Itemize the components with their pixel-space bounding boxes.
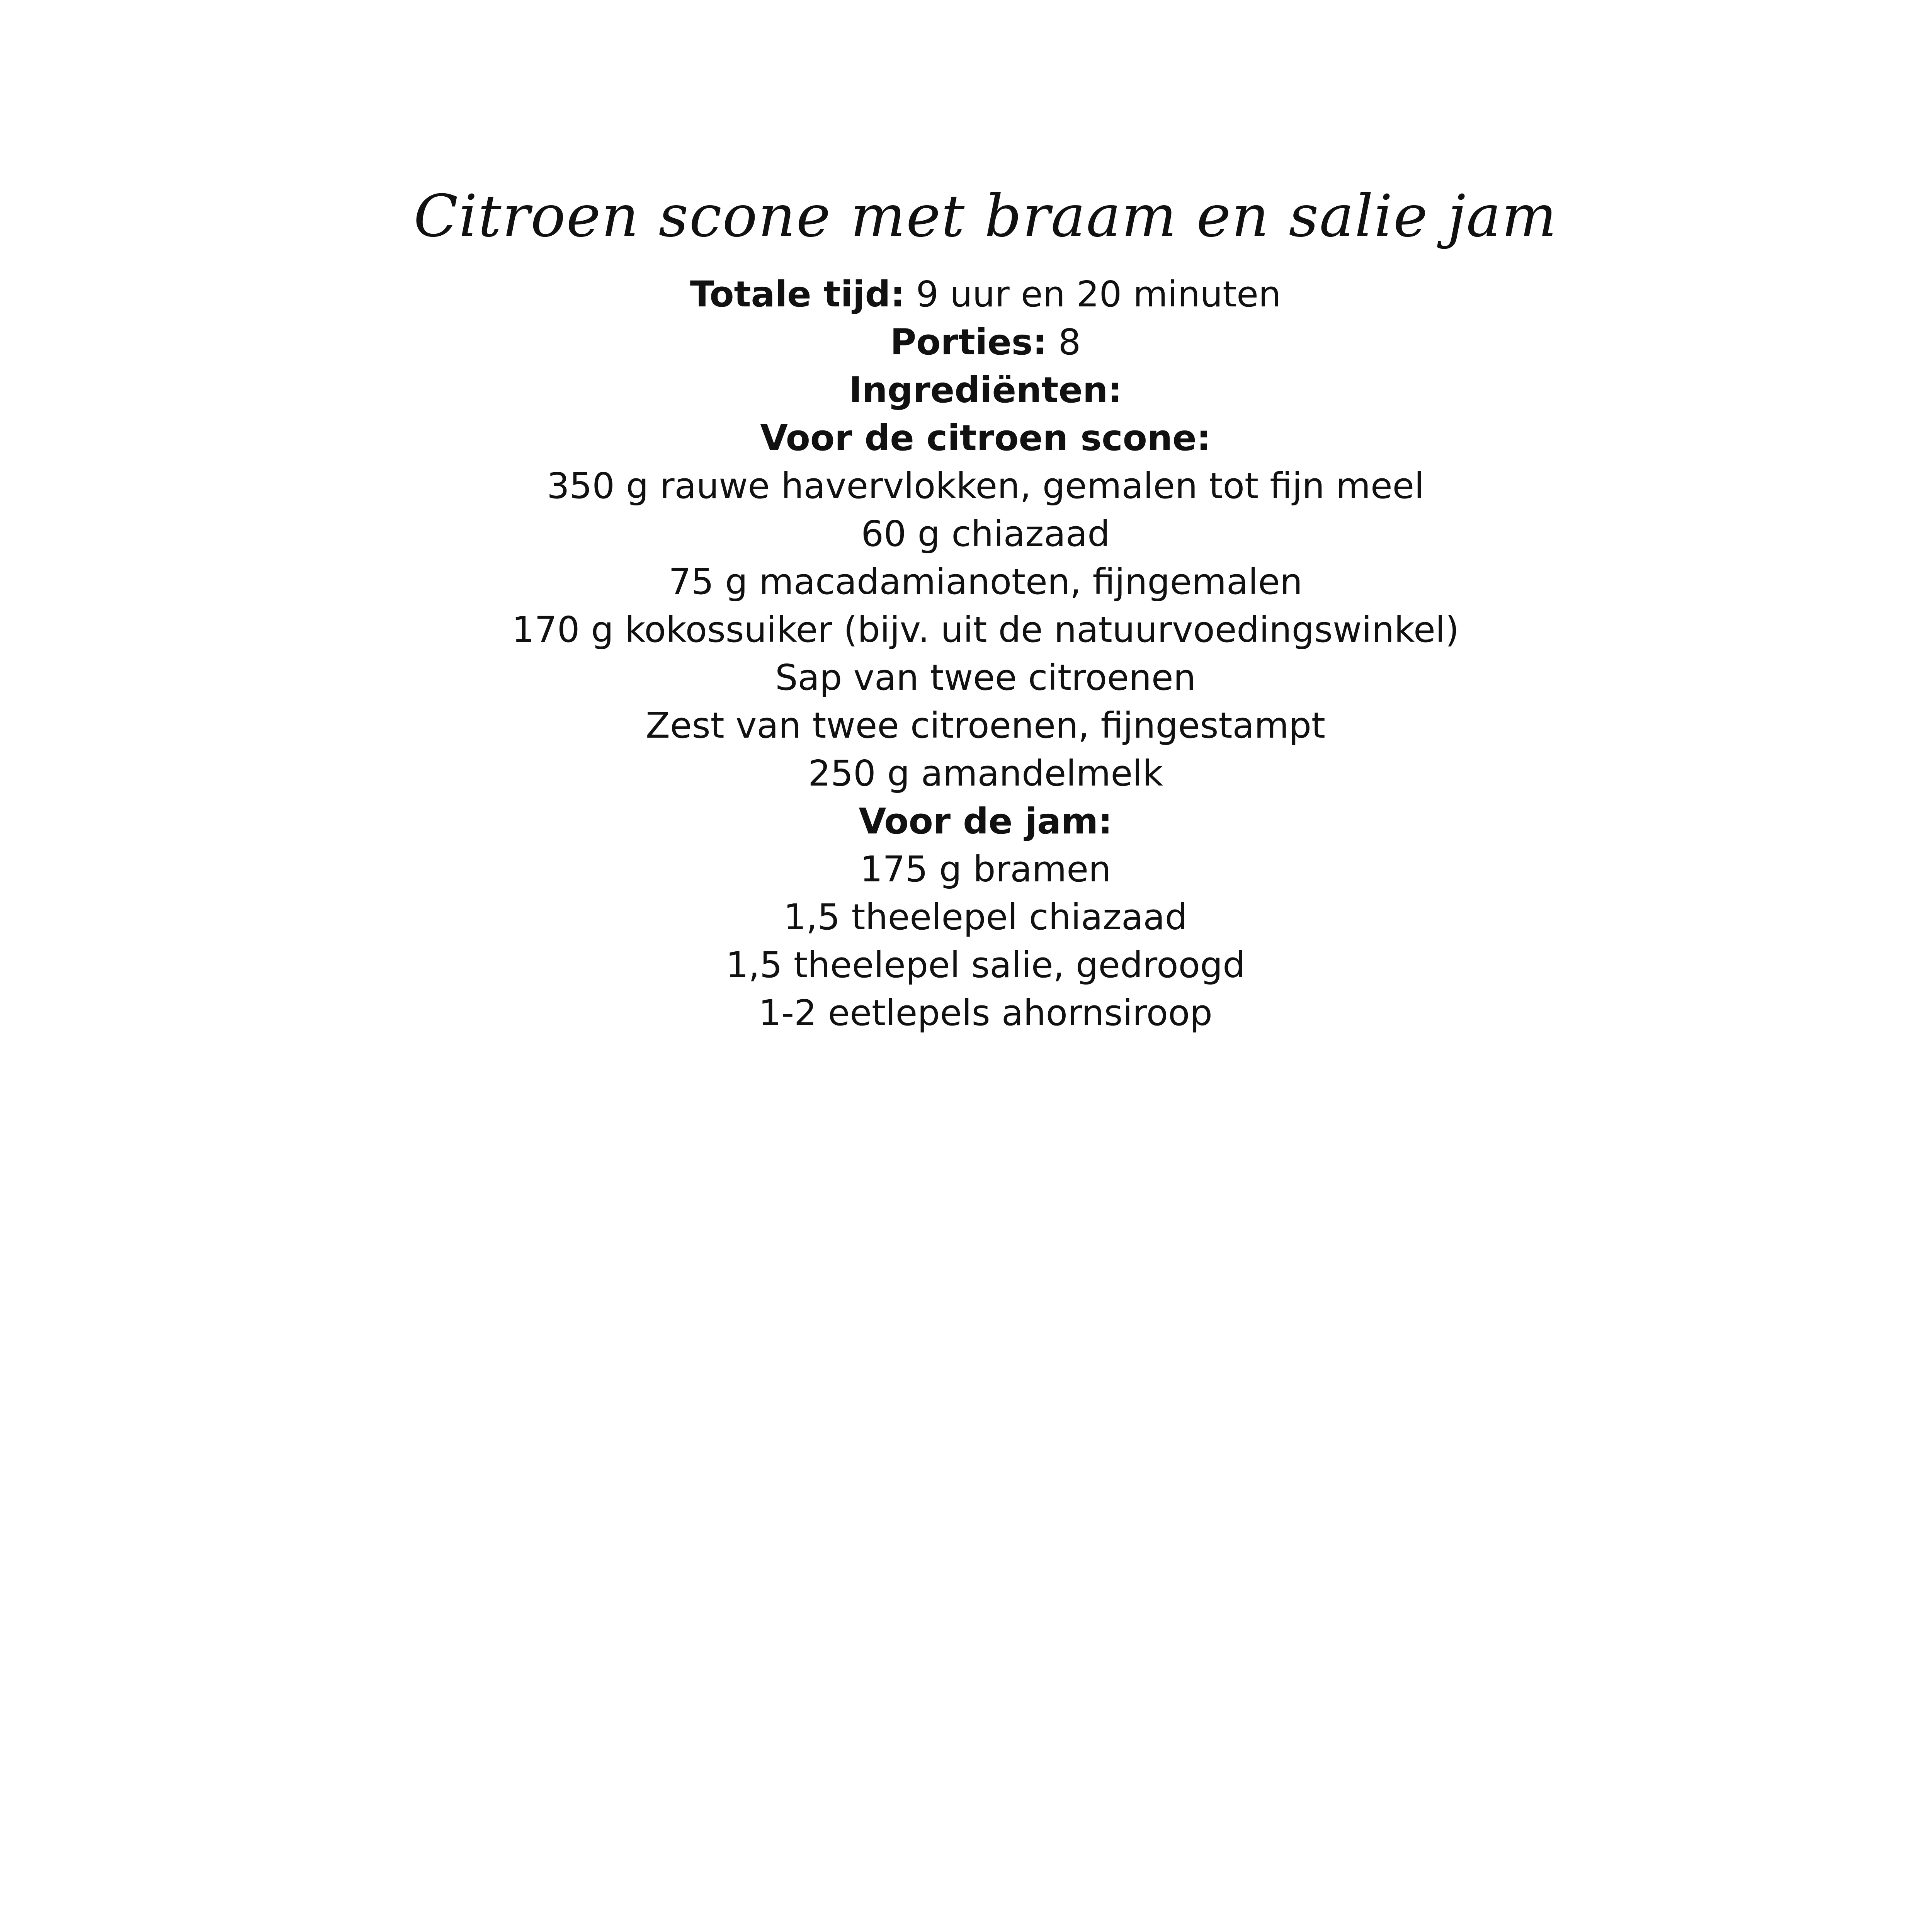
scone-heading: Voor de citroen scone: xyxy=(760,417,1211,459)
scone-ingredient: 60 g chiazaad xyxy=(861,513,1110,554)
scone-ingredient: 250 g amandelmelk xyxy=(808,753,1163,794)
scone-ingredient: Zest van twee citroenen, fijngestampt xyxy=(646,705,1325,746)
servings-value: 8 xyxy=(1058,321,1081,363)
scone-ingredient: Sap van twee citroenen xyxy=(775,657,1196,698)
scone-ingredient: 75 g macadamianoten, fijngemalen xyxy=(668,561,1303,602)
jam-heading: Voor de jam: xyxy=(859,801,1112,842)
jam-ingredient: 1,5 theelepel salie, gedroogd xyxy=(726,944,1245,986)
total-time-value: 9 uur en 20 minuten xyxy=(916,274,1281,315)
total-time-line xyxy=(0,270,1932,318)
total-time-label: Totale tijd: xyxy=(690,274,905,315)
jam-ingredient: 175 g bramen xyxy=(860,849,1111,890)
jam-ingredient: 1,5 theelepel chiazaad xyxy=(783,896,1188,938)
recipe-body xyxy=(0,270,1932,1037)
scone-ingredient: 170 g kokossuiker (bijv. uit de natuurvoedingswinkel) xyxy=(512,609,1459,650)
jam-ingredient: 1-2 eetlepels ahornsiroop xyxy=(759,992,1213,1034)
ingredients-heading: Ingrediënten: xyxy=(849,369,1122,411)
scone-ingredient: 350 g rauwe havervlokken, gemalen tot fijn meel xyxy=(547,465,1424,507)
servings-label: Porties: xyxy=(890,321,1047,363)
recipe-title: Citroen scone met braam en salie jam xyxy=(413,183,1558,250)
servings-line xyxy=(0,318,1932,366)
